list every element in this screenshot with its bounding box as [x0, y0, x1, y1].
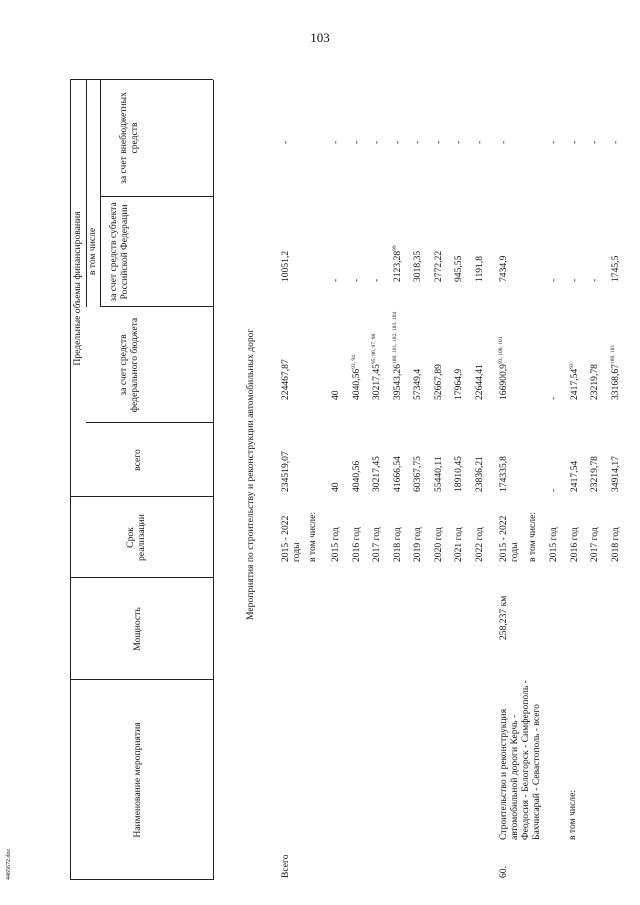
page-number: 103: [310, 30, 330, 45]
total-extra: -: [280, 140, 291, 144]
header-power: Мощность: [132, 607, 143, 651]
item-total: 174335,8: [498, 456, 509, 492]
item-period: 2015 - 2022 годы: [498, 515, 521, 562]
item-regional: 7434,9: [498, 255, 509, 282]
year-total: 55440,11: [432, 456, 444, 492]
item-extra: -: [498, 140, 509, 144]
year-federal: 17964,9: [453, 368, 464, 400]
year-total: 41666,54: [391, 456, 403, 492]
year-label: 2022 год: [473, 527, 485, 562]
year-federal: 40: [330, 390, 341, 400]
year-federal-footnote: 100, 101: [609, 344, 616, 365]
year-extra: -: [350, 140, 362, 144]
year-total: 60367,75: [412, 456, 423, 492]
total-label: Всего: [280, 854, 291, 878]
year-federal-footnote: 93: [568, 363, 575, 369]
year-label: 2016 год: [350, 527, 362, 562]
table-top-border: [70, 80, 71, 880]
year-label: 2020 год: [432, 527, 444, 562]
item-name: Строительство и реконструкция автомобильной дороги Керчь - Феодосия - Белогорск - Симферополь - Бахчисарай - Севастополь - всего: [498, 680, 543, 840]
year-label: 2016 год: [568, 527, 580, 562]
year-label: 2017 год: [589, 527, 600, 562]
year-total: 23219,78: [589, 456, 600, 492]
year-regional: -: [568, 278, 580, 282]
year-label: 2019 год: [412, 527, 423, 562]
year-regional: 2123,28$^{99}$: [391, 245, 403, 282]
year-extra: -: [371, 140, 382, 144]
year-extra: -: [391, 140, 403, 144]
year-regional: 1745,5: [609, 255, 621, 282]
document-code: 4465672.doc: [6, 848, 12, 880]
year-regional-footnote: 99: [391, 245, 398, 251]
year-federal: 57349,4: [412, 368, 423, 400]
year-regional: -: [371, 278, 382, 282]
year-federal: 39543,26$^{100, 101, 102, 103, 104}$: [391, 311, 403, 400]
item-federal-footnote: 93, 100, 101: [498, 336, 504, 365]
year-federal-footnote: 95, 96, 97, 98: [371, 333, 377, 365]
header-limit: Предельные объемы финансирования: [72, 211, 83, 366]
year-federal: 22644,41: [473, 364, 485, 400]
year-extra: -: [568, 140, 580, 144]
year-extra: -: [589, 140, 600, 144]
including-header-border: [100, 80, 101, 307]
header-federal: за счет средств федерального бюджета: [118, 317, 141, 413]
year-federal: 30217,45$^{95, 96, 97, 98}$: [371, 333, 382, 400]
item-federal: 166900,9$^{93, 100, 101}$: [498, 336, 509, 400]
year-regional: 1191,8: [473, 255, 485, 282]
year-federal: 33168,67$^{100, 101}$: [609, 344, 621, 400]
year-total: 23836,21: [473, 456, 485, 492]
total-regional: 10051,2: [280, 250, 291, 282]
year-federal: -: [548, 396, 559, 400]
year-total: 2417,54: [568, 460, 580, 492]
header-bottom-border: [213, 80, 214, 880]
col-divider-5: [86, 422, 213, 423]
year-federal: 2417,54$^{93}$: [568, 363, 580, 400]
year-regional: -: [350, 278, 362, 282]
year-federal: 4040,56$^{93, 94}$: [350, 355, 362, 400]
year-total: 4040,56: [350, 460, 362, 492]
total-period: 2015 - 2022 годы: [280, 515, 303, 562]
year-total: 18910,45: [453, 456, 464, 492]
header-extra: за счет внебюджетных средств: [118, 92, 141, 184]
year-regional: 3018,35: [412, 250, 423, 282]
year-extra: -: [609, 140, 621, 144]
year-extra: -: [548, 140, 559, 144]
year-label: 2015 год: [548, 527, 559, 562]
header-period: Срок реализации: [125, 514, 148, 561]
item-number: 60.: [498, 866, 509, 878]
year-regional: -: [589, 278, 600, 282]
year-federal-footnote: 93, 94: [350, 355, 357, 369]
header-regional: за счет средств субъекта Российской Федерации: [108, 202, 131, 302]
year-label: 2018 год: [609, 527, 621, 562]
year-regional: -: [330, 278, 341, 282]
year-label: 2017 год: [371, 527, 382, 562]
rotated-table: [70, 80, 630, 880]
item-period-including: в том числе:: [527, 511, 538, 562]
year-extra: -: [432, 140, 444, 144]
header-name: Наименование мероприятия: [132, 722, 143, 838]
year-total: -: [548, 488, 559, 492]
header-total: всего: [132, 449, 143, 471]
year-extra: -: [453, 140, 464, 144]
year-total: 34914,17: [609, 456, 621, 492]
total-including: в том числе:: [307, 511, 318, 562]
year-federal-footnote: 100, 101, 102, 103, 104: [391, 311, 398, 365]
year-federal: 52667,89: [432, 364, 444, 400]
col-divider-6: [100, 306, 213, 307]
year-regional: 2772,22: [432, 250, 444, 282]
year-label: 2021 год: [453, 527, 464, 562]
section-title: Мероприятия по строительству и реконструкции автомобильных дорог: [245, 328, 256, 620]
header-including: в том числе: [87, 227, 98, 276]
item-including: в том числе:: [567, 789, 578, 840]
year-federal: 23219,78: [589, 364, 600, 400]
year-label: 2015 год: [330, 527, 341, 562]
col-divider-7: [100, 196, 213, 197]
total-sum: 234519,07: [280, 451, 291, 492]
year-extra: -: [473, 140, 485, 144]
year-regional: -: [548, 278, 559, 282]
year-total: 30217,45: [371, 456, 382, 492]
year-regional: 945,55: [453, 255, 464, 282]
year-extra: -: [412, 140, 423, 144]
item-power: 258,237 км: [498, 595, 509, 640]
year-total: 40: [330, 482, 341, 492]
year-extra: -: [330, 140, 341, 144]
year-label: 2018 год: [391, 527, 403, 562]
total-federal: 224467,87: [280, 359, 291, 400]
